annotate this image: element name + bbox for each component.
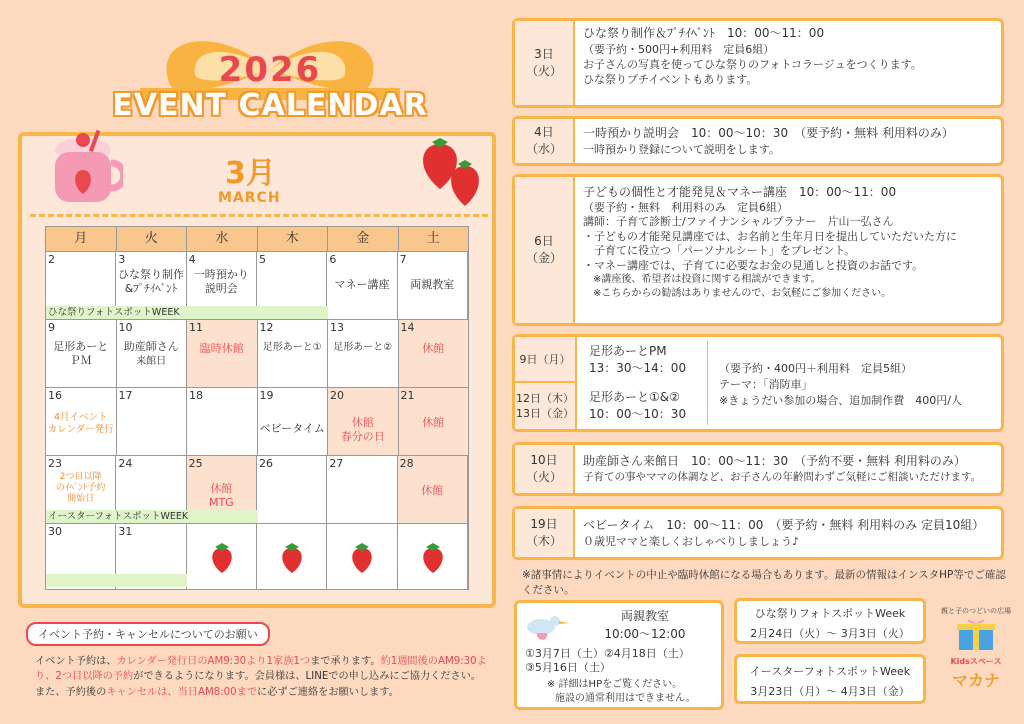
day-number: 26 [258,457,273,470]
day-number: 7 [399,253,407,266]
day-cell[interactable] [258,388,329,455]
day-number: 18 [189,389,203,402]
stork-icon [523,611,571,645]
notice-part: イベント予約は、 [35,656,117,667]
hina-photospot-dates: 2月24日（火）〜 3月3日（火） [750,627,910,640]
event-body [575,177,1001,323]
week-row [46,455,468,523]
easter-photospot-title: イースターフォトスポットWeek [749,665,911,678]
day-number: 27 [329,457,344,470]
week-row [46,251,468,319]
event-box-10[interactable] [512,442,1004,496]
parents-time: 10:00〜12:00 [604,627,686,641]
strawberry-icon [347,542,377,574]
notice-part: まで承ります。 [310,656,381,667]
event-date [515,445,575,493]
event-line: テーマ：「消防車」 [719,377,813,391]
event-title: 助産師さん来館日 10：00〜11：30 （予約不要・無料 利用料のみ） [583,454,966,468]
event-line: ・マネー講座では、子育てに必要なお金の見通しと投資のお話です。 [583,258,924,272]
day-number: 9 [48,321,55,334]
event-title: 足形あーとPM [589,344,667,358]
logo-sub: Kidsスペース [950,657,1002,666]
event-line: 一時預かり登録について説明をします。 [583,142,780,156]
day-number: 19 [259,389,274,402]
event-title-block [589,343,686,377]
parents-note: ※ 詳細はHPをご覧ください。 [547,679,683,690]
day-cell[interactable] [257,456,327,523]
event-label: ひな祭り制作 &ﾌﾟﾁｲﾍﾞﾝﾄ [117,268,184,295]
notice-highlight: カレンダー発行日のAM9:30より1家族1つ [116,656,311,667]
day-cell[interactable] [187,320,258,387]
week-row [46,387,468,455]
event-title: ベビータイム 10：00〜11：00 （要予約・無料 利用料のみ 定員10組） [583,518,985,532]
event-title: ひな祭り制作＆ﾌﾟﾁｲﾍﾞﾝﾄ 10：00〜11：00 [583,26,825,40]
day-cell[interactable] [399,388,469,455]
day-number: 31 [118,525,133,538]
day-number: 2 [48,253,55,266]
event-line: ※こちらからの勧誘はありませんので、お気軽にご参加ください。 [583,287,892,299]
day-cell[interactable] [117,388,188,455]
disclaimer-note: ※諸事情によりイベントの中止や臨時休館になる場合もあります。最新の情報はインスタHP等でご確認ください。 [522,569,1006,596]
strawberry-cup-icon [28,128,123,208]
event-dow: （金） [525,251,562,265]
event-label: ベビータイム [259,422,325,435]
day-number: 16 [48,389,62,402]
day-number: 17 [118,389,133,402]
day-cell[interactable] [46,388,117,455]
event-line: （要予約・400円＋利用料 定員5組） [719,362,912,375]
event-line: （要予約・500円+利用料 定員6組） [583,42,775,56]
title-year: 2026 [218,50,322,90]
weekday-thu: 木 [258,227,329,251]
day-number: 24 [118,457,133,470]
day-number: 3 [118,253,126,266]
event-body [575,119,1001,163]
event-body [575,445,1001,493]
event-label: マネー講座 [334,278,390,291]
event-box-6[interactable] [512,174,1004,326]
month-english: MARCH [218,190,281,206]
event-line: ※きょうだい参加の場合、追加制作費 400円/人 [719,393,962,407]
event-time: 10：00〜10：30 [589,406,687,421]
event-label: 臨時休館 [199,342,244,355]
parents-class-box[interactable] [514,600,724,710]
event-label: 一時預かり 説明会 [193,268,249,295]
day-number: 28 [399,457,414,470]
weekday-wed: 水 [187,227,258,251]
event-day: 3日 [534,47,554,62]
title-event-calendar: EVENT CALENDAR [112,88,428,123]
event-line: ひな祭りプチイベントもあります。 [583,72,758,86]
event-date-line: 13日（金） [516,407,574,420]
day-cell[interactable] [187,388,258,455]
day-number: 25 [188,457,203,470]
strawberry-icon [418,542,448,574]
hina-photospot-box[interactable] [734,598,926,644]
event-date [515,119,575,163]
month-number: 3月 [225,156,276,191]
event-date [515,509,575,557]
event-line: ※講座後、希望者は投資に関する相談ができます。 [583,274,821,286]
event-day: 4日 [534,125,554,140]
event-label: 休館 MTG [208,482,234,509]
day-number: 12 [259,321,274,334]
event-time: 13：30〜14：00 [589,360,687,375]
weekday-mon: 月 [46,227,117,251]
day-number: 4 [188,253,196,266]
event-date [515,177,575,323]
parents-dates: ①3月7日（土）②4月18日（土） [525,647,690,660]
day-number: 14 [400,321,415,334]
green-band [46,574,187,587]
weekday-header [46,227,468,251]
event-label: 助産師さん [123,340,179,353]
day-cell[interactable] [398,252,468,319]
strawberry-icon [277,542,307,574]
day-cell[interactable] [46,320,117,387]
event-line: お子さんの写真を使ってひな祭りのフォトコラージュをつくります。 [583,57,922,71]
event-title: 子どもの個性と才能発見＆マネー講座 10：00〜11：00 [583,185,897,199]
gift-icon [956,616,996,652]
event-label: 足形あーと② [333,342,393,353]
event-day: 6日 [534,234,554,249]
day-cell[interactable] [327,456,397,523]
day-cell[interactable] [117,320,188,387]
event-date: 9日（月） [515,337,577,383]
day-cell[interactable] [398,456,468,523]
hina-week-band: ひな祭りフォトスポットWEEK [46,306,328,319]
day-number: 13 [330,321,344,334]
event-date [515,21,575,105]
day-number: 6 [329,253,337,266]
logo-tagline: 親と子のつどいの広場 [941,607,1011,615]
event-label: 2つ目以降 のｲﾍﾞﾝﾄ予約 開始日 [55,472,106,504]
strawberry-cell [327,524,397,590]
weekday-sat: 土 [426,231,440,246]
week-row [46,523,468,590]
makana-logo [936,604,1016,700]
event-box-4[interactable] [512,116,1004,166]
event-sublabel: 来館日 [136,356,167,367]
day-number: 20 [330,389,344,402]
hina-photospot-title: ひな祭りフォトスポットWeek [754,607,906,620]
event-title: 一時預かり説明会 10：00〜10：30 （要予約・無料 利用料のみ） [583,126,954,140]
easter-photospot-box[interactable] [734,654,926,704]
notice-text [35,654,503,700]
weekday-fri: 金 [328,227,399,251]
event-day: 10日 [530,453,558,468]
event-day: 19日 [530,517,558,532]
notice-part: に必ずご連絡をお願いします。 [257,686,399,698]
weekday-tue: 火 [117,227,188,251]
notice-part: ができるようになります。会員様は、LINEでの申し込みにご協力ください。 [133,671,482,683]
event-box-19[interactable] [512,506,1004,560]
notice-highlight: キャンセルは、当日AM8:00まで [106,686,258,698]
event-box-9-12[interactable] [512,334,1004,432]
event-dow: （水） [525,142,562,156]
parents-title: 両親教室 [620,609,669,623]
event-label: 両親教室 [410,278,455,291]
strawberry-cell [257,524,327,590]
event-label: 休館 [422,342,445,355]
day-number: 23 [48,457,62,470]
easter-photospot-dates: 3月23日（月）〜 4月3日（金） [750,685,910,698]
event-date [515,383,577,429]
day-cell[interactable] [328,320,399,387]
parents-dates: ③5月16日（土） [525,661,611,674]
day-cell[interactable] [328,388,399,455]
logo-name: マカナ [951,671,1000,690]
strawberry-cell [187,524,257,590]
event-date-line: 12日（木） [516,391,574,405]
strawberry-icon [207,542,237,574]
event-line: 子育てに役立つ「パーソナルシート」をプレゼント。 [583,244,856,258]
event-dow: （火） [525,64,562,78]
event-line: 講師：子育て診断士/ファイナンシャルプラナー 片山一弘さん [583,215,894,229]
event-dow: （火） [525,470,562,484]
day-number: 10 [118,321,133,334]
notice-tag: イベント予約・キャンセルについてのお願い [26,622,270,646]
event-title-block [589,389,686,423]
day-number: 5 [258,253,266,266]
event-line: ・子どもの才能発見講座では、お名前と生年月日を提出していただいた方に [583,229,957,243]
event-details [719,361,962,409]
notice-highlight: 約1週間後のAM9:30より、2つ目以降の予約 [35,656,487,683]
strawberry-icon [410,134,488,212]
event-label: 休館 [421,484,444,497]
day-cell[interactable] [258,320,329,387]
day-cell[interactable] [327,252,397,319]
parents-note: 施設の通常利用はできません。 [555,693,696,704]
dashed-divider [30,214,488,217]
day-number: 30 [48,525,62,538]
event-title: 足形あーと①&② [589,390,680,404]
event-label: 休館 [422,416,445,429]
week-row [46,319,468,387]
notice-part: また、予約後の [35,686,107,698]
event-body [575,509,1001,557]
day-cell[interactable] [399,320,469,387]
event-body [575,21,1001,105]
easter-week-band: イースターフォトスポットWEEK [46,510,258,523]
event-box-3[interactable] [512,18,1004,108]
calendar-grid [45,226,469,590]
event-label: 足形あーと ＰＭ [53,340,109,367]
event-label: 休館 春分の日 [340,416,385,443]
event-label: 4月イベント カレンダー発行 [47,412,114,435]
event-dow: （木） [525,534,562,548]
event-line: （要予約・無料 利用料のみ 定員6組） [583,200,788,214]
divider [707,341,711,425]
event-line: ０歳児ママと楽しくおしゃべりしましょう♪ [583,534,800,548]
strawberry-cell [398,524,468,590]
day-number: 21 [400,389,415,402]
day-number: 11 [189,321,203,334]
event-line: 子育ての事やママの体調など、お子さんの年齢問わずご気軽にご相談いただけます。 [583,470,982,483]
event-label: 足形あーと① [262,342,322,353]
